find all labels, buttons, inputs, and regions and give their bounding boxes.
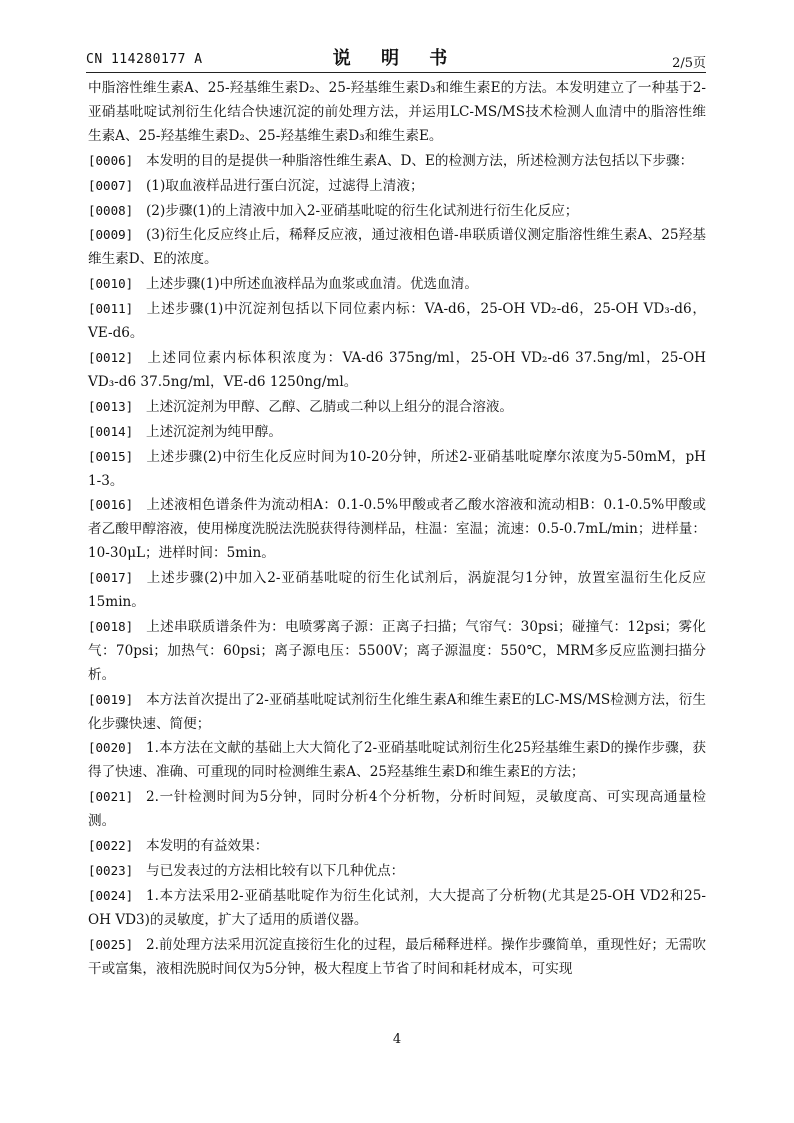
paragraph-text: 2.前处理方法采用沉淀直接衍生化的过程，最后稀释进样。操作步骤简单，重现性好；无需吹干或富集，液相洗脱时间仅为5分钟，极大程度上节省了时间和耗材成本，可实现 (88, 936, 706, 977)
page-number: 4 (392, 1032, 402, 1047)
paragraph (88, 346, 706, 395)
paragraph-number: [0022] (88, 838, 134, 854)
paragraph-text: 上述步骤(2)中衍生化反应时间为10-20分钟，所述2-亚硝基吡啶摩尔浓度为5-50mM，pH 1-3。 (88, 448, 706, 489)
paragraph-number: [0018] (88, 618, 134, 634)
paragraph-number: [0019] (88, 691, 134, 707)
paragraph-text: 上述步骤(1)中所述血液样品为血浆或血清。优选血清。 (146, 276, 478, 293)
document-title: 说 明 书 (332, 48, 460, 69)
paragraph-number: [0012] (88, 349, 134, 365)
paragraph (88, 223, 706, 272)
paragraph-number: [0020] (88, 740, 134, 756)
paragraph (88, 566, 706, 615)
paragraph (88, 420, 706, 445)
document-body (88, 76, 706, 1005)
paragraph-text: 上述步骤(1)中沉淀剂包括以下同位素内标：VA-d6，25-OH VD₂-d6，25-OH VD₃-d6，VE-d6。 (88, 301, 706, 342)
paragraph-text: 上述沉淀剂为纯甲醇。 (146, 423, 282, 440)
paragraph-number: [0016] (88, 497, 134, 513)
paragraph (88, 395, 706, 420)
paragraph-number: [0015] (88, 448, 134, 464)
paragraph (88, 834, 706, 859)
paragraph-number: [0021] (88, 789, 134, 805)
document-number: CN 114280177 A (86, 52, 203, 67)
paragraph-text: 上述沉淀剂为甲醇、乙醇、乙腈或二种以上组分的混合溶液。 (146, 398, 514, 415)
page-footer (0, 1032, 794, 1047)
paragraph (88, 884, 706, 933)
paragraph (88, 982, 706, 1006)
paragraph-text: 上述步骤(2)中加入2-亚硝基吡啶的衍生化试剂后，涡旋混匀1分钟，放置室温衍生化反应15min。 (88, 570, 706, 611)
paragraph-number: [0025] (88, 936, 134, 952)
paragraph-text: 1.本方法采用2-亚硝基吡啶作为衍生化试剂，大大提高了分析物(尤其是25-OH VD2和25-OH VD3)的灵敏度，扩大了适用的质谱仪器。 (88, 887, 706, 928)
paragraph-text: 中脂溶性维生素A、25-羟基维生素D₂、25-羟基维生素D₃和维生素E的方法。本发明建立了一种基于2-亚硝基吡啶试剂衍生化结合快速沉淀的前处理方法，并运用LC-MS/MS技术检测人血清中的脂溶性维生素A、25-羟基维生素D₂、25-羟基维生素D₃和维生素E。 (88, 80, 706, 144)
paragraph-number: [0006] (88, 152, 134, 168)
paragraph-text: 与已发表过的方法相比较有以下几种优点： (146, 863, 405, 879)
page-header (86, 44, 706, 72)
paragraph-text: 上述液相色谱条件为流动相A：0.1-0.5%甲酸或者乙酸水溶液和流动相B：0.1-0.5%甲酸或者乙酸甲醇溶液，使用梯度洗脱法洗脱获得待测样品，柱温：室温；流速：0.5-0.7mL/min；进样量：10-30μL；进样时间：5min。 (88, 497, 706, 562)
paragraph-text: 本方法首次提出了2-亚硝基吡啶试剂衍生化维生素A和维生素E的LC-MS/MS检测方法，衍生化步骤快速、简便； (88, 691, 706, 732)
paragraph (88, 76, 706, 149)
header-rule (86, 72, 706, 73)
paragraph (88, 149, 706, 174)
paragraph-number: [0008] (88, 202, 134, 218)
paragraph (88, 174, 706, 199)
paragraph-text: (1)取血液样品进行蛋白沉淀，过滤得上清液； (146, 177, 424, 194)
paragraph (88, 785, 706, 834)
paragraph-number: [0017] (88, 570, 134, 586)
paragraph-number: [0014] (88, 423, 134, 439)
paragraph-number: [0013] (88, 398, 134, 414)
page-indicator: 2/5页 (672, 56, 706, 71)
paragraph-text: 2.一针检测时间为5分钟，同时分析4个分析物，分析时间短，灵敏度高、可实现高通量检测。 (88, 789, 706, 830)
paragraph (88, 736, 706, 785)
paragraph-number: [0007] (88, 177, 134, 193)
paragraph (88, 272, 706, 297)
paragraph-text: 1.本方法在文献的基础上大大简化了2-亚硝基吡啶试剂衍生化25羟基维生素D的操作步骤，获得了快速、准确、可重现的同时检测维生素A、25羟基维生素D和维生素E的方法； (88, 740, 706, 781)
paragraph (88, 445, 706, 494)
paragraph (88, 859, 706, 884)
paragraph-number: [0023] (88, 863, 134, 878)
paragraph-text: 本发明的有益效果： (146, 838, 269, 855)
paragraph (88, 493, 706, 566)
paragraph-number: [0024] (88, 887, 134, 903)
paragraph-number: [0009] (88, 227, 134, 243)
paragraph-text: 上述同位素内标体积浓度为：VA-d6 375ng/ml，25-OH VD₂-d6 37.5ng/ml，25-OH VD₃-d6 37.5ng/ml，VE-d6 1250ng/ml。 (88, 349, 706, 390)
paragraph-number: [0011] (88, 301, 134, 317)
paragraph (88, 933, 706, 982)
paragraph (88, 297, 706, 346)
paragraph (88, 199, 706, 224)
paragraph-text: 上述串联质谱条件为：电喷雾离子源：正离子扫描；气帘气：30psi；碰撞气：12psi；雾化气：70psi；加热气：60psi；离子源电压：5500V；离子源温度：550℃，MRM多反应监测扫描分析。 (88, 618, 706, 683)
paragraph-text: (3)衍生化反应终止后，稀释反应液，通过液相色谱-串联质谱仪测定脂溶性维生素A、25羟基维生素D、E的浓度。 (88, 227, 706, 268)
paragraph-text: 本发明的目的是提供一种脂溶性维生素A、D、E的检测方法，所述检测方法包括以下步骤： (146, 152, 694, 169)
paragraph (88, 615, 706, 688)
paragraph-text: (2)步骤(1)的上清液中加入2-亚硝基吡啶的衍生化试剂进行衍生化反应； (146, 202, 579, 219)
paragraph (88, 688, 706, 737)
paragraph-number: [0010] (88, 276, 134, 292)
